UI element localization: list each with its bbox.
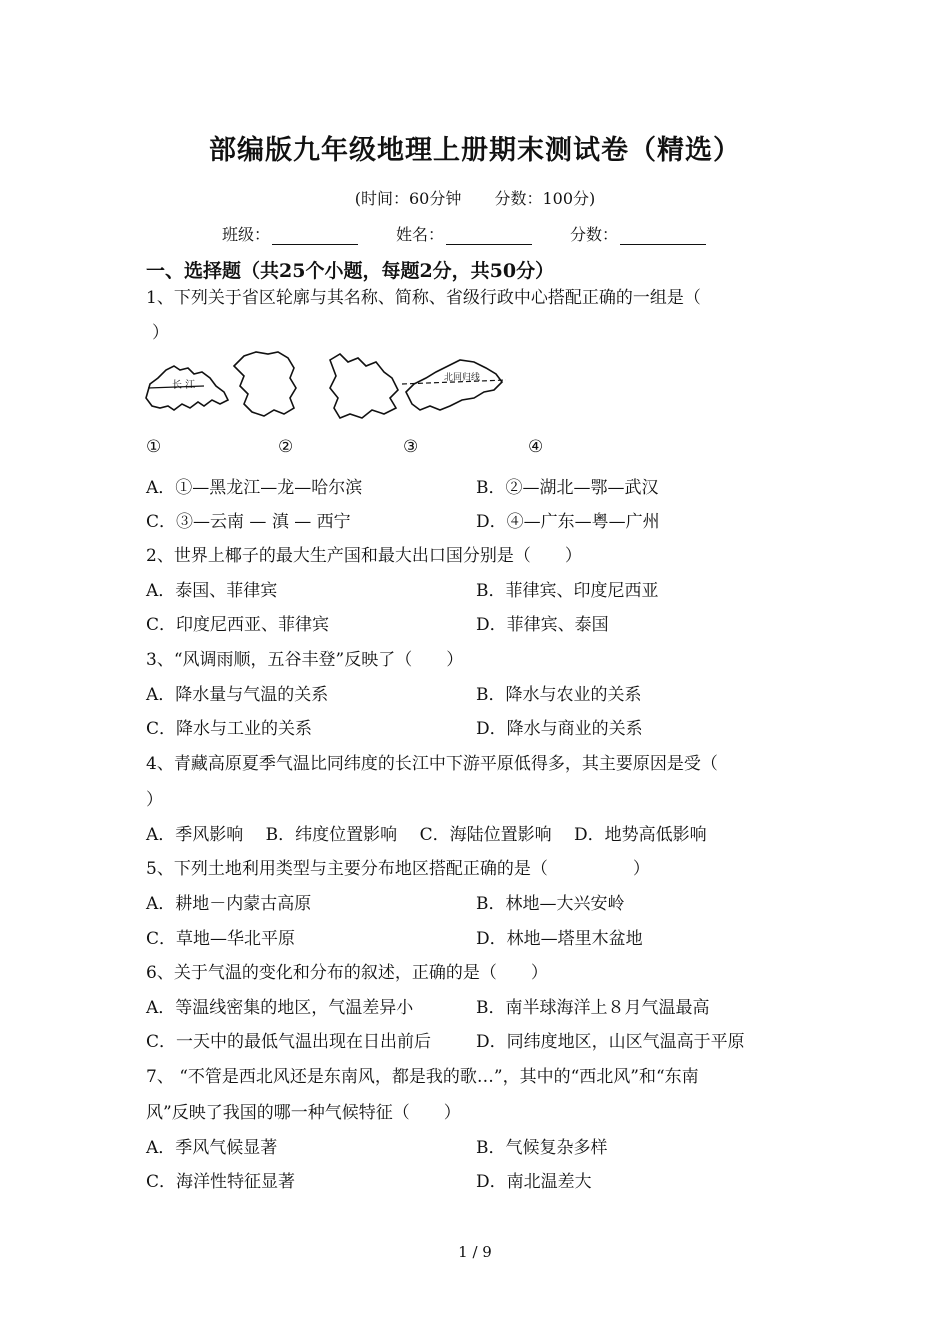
map-label-3: ③ [403,437,419,457]
name-field [396,222,532,245]
province-outline-4 [406,360,502,410]
question-6-option-b: B．南半球海洋上８月气温最高 [476,998,710,1018]
question-3-option-d: D．降水与商业的关系 [476,719,643,739]
question-7-option-b: B．气候复杂多样 [476,1138,608,1158]
map-label-4: ④ [528,437,544,457]
question-2: 2、世界上椰子的最大生产国和最大出口国分别是（ ） [146,546,582,566]
page-number: 1 / 9 [458,1243,492,1261]
map-label-2: ② [278,437,294,457]
question-5-option-d: D．林地—塔里木盆地 [476,929,643,949]
question-3: 3、“风调雨顺，五谷丰登”反映了（ ） [146,650,464,670]
question-2-option-b: B．菲律宾、印度尼西亚 [476,581,659,601]
student-info [222,222,744,245]
question-1-option-b: B．②—湖北—鄂—武汉 [476,478,659,498]
question-2-option-d: D．菲律宾、泰国 [476,615,609,635]
map-label-tropic: 北回归线 [444,373,481,383]
province-outline-3 [330,354,398,418]
question-5-option-b: B．林地—大兴安岭 [476,894,625,914]
name-blank [446,226,532,245]
question-4-line-1: 4、青藏高原夏季气温比同纬度的长江中下游平原低得多，其主要原因是受（ [146,754,718,774]
province-outline-2 [234,352,296,416]
class-blank [272,226,358,245]
exam-time: (时间：60分钟 [354,189,462,208]
question-7-line-1: 7、 “不管是西北风还是东南风，都是我的歌…”，其中的“西北风”和“东南 [146,1067,699,1087]
map-label-1: ① [146,437,162,457]
question-7-option-d: D．南北温差大 [476,1172,592,1192]
map-label-changjiang: 长 江 [172,380,196,391]
question-7-option-c: C．海洋性特征显著 [146,1172,296,1192]
question-2-option-a: A．泰国、菲律宾 [146,581,278,601]
question-4-line-2: ） [146,790,163,810]
score-field [570,222,706,245]
question-3-option-c: C．降水与工业的关系 [146,719,313,739]
question-5-option-a: A．耕地－内蒙古高原 [146,894,312,914]
class-field [222,222,358,245]
question-1-line-2: ） [152,323,169,343]
question-1-option-d: D．④—广东—粤—广州 [476,512,660,532]
question-6-option-a: A．等温线密集的地区，气温差异小 [146,998,414,1018]
question-6: 6、关于气温的变化和分布的叙述，正确的是（ ） [146,963,548,983]
question-1-option-a: A．①—黑龙江—龙—哈尔滨 [146,478,363,498]
question-1-option-c: C．③—云南 — 滇 — 西宁 [146,512,351,532]
question-7-line-2: 风”反映了我国的哪一种气候特征（ ） [146,1103,461,1123]
question-6-option-d: D．同纬度地区，山区气温高于平原 [476,1032,745,1052]
question-5-option-c: C．草地—华北平原 [146,929,296,949]
exam-total-score: 分数：100分) [494,189,596,208]
province-outline-maps [144,348,510,426]
question-6-option-c: C．一天中的最低气温出现在日出前后 [146,1032,432,1052]
class-label: 班级： [222,225,271,244]
question-5: 5、下列土地利用类型与主要分布地区搭配正确的是（ ） [146,859,650,879]
question-3-option-b: B．降水与农业的关系 [476,685,642,705]
section-heading: 一、选择题（共25个小题，每题2分，共50分） [146,260,555,282]
name-label: 姓名： [396,225,445,244]
question-2-option-c: C．印度尼西亚、菲律宾 [146,615,330,635]
question-1-line-1: 1、下列关于省区轮廓与其名称、简称、省级行政中心搭配正确的一组是（ [146,288,701,308]
question-4-options: A．季风影响 B．纬度位置影响 C．海陆位置影响 D．地势高低影响 [146,825,707,845]
score-label: 分数： [570,225,619,244]
page-title: 部编版九年级地理上册期末测试卷（精选） [209,135,741,166]
score-blank [620,226,706,245]
exam-meta [0,186,950,209]
question-3-option-a: A．降水量与气温的关系 [146,685,329,705]
question-7-option-a: A．季风气候显著 [146,1138,278,1158]
